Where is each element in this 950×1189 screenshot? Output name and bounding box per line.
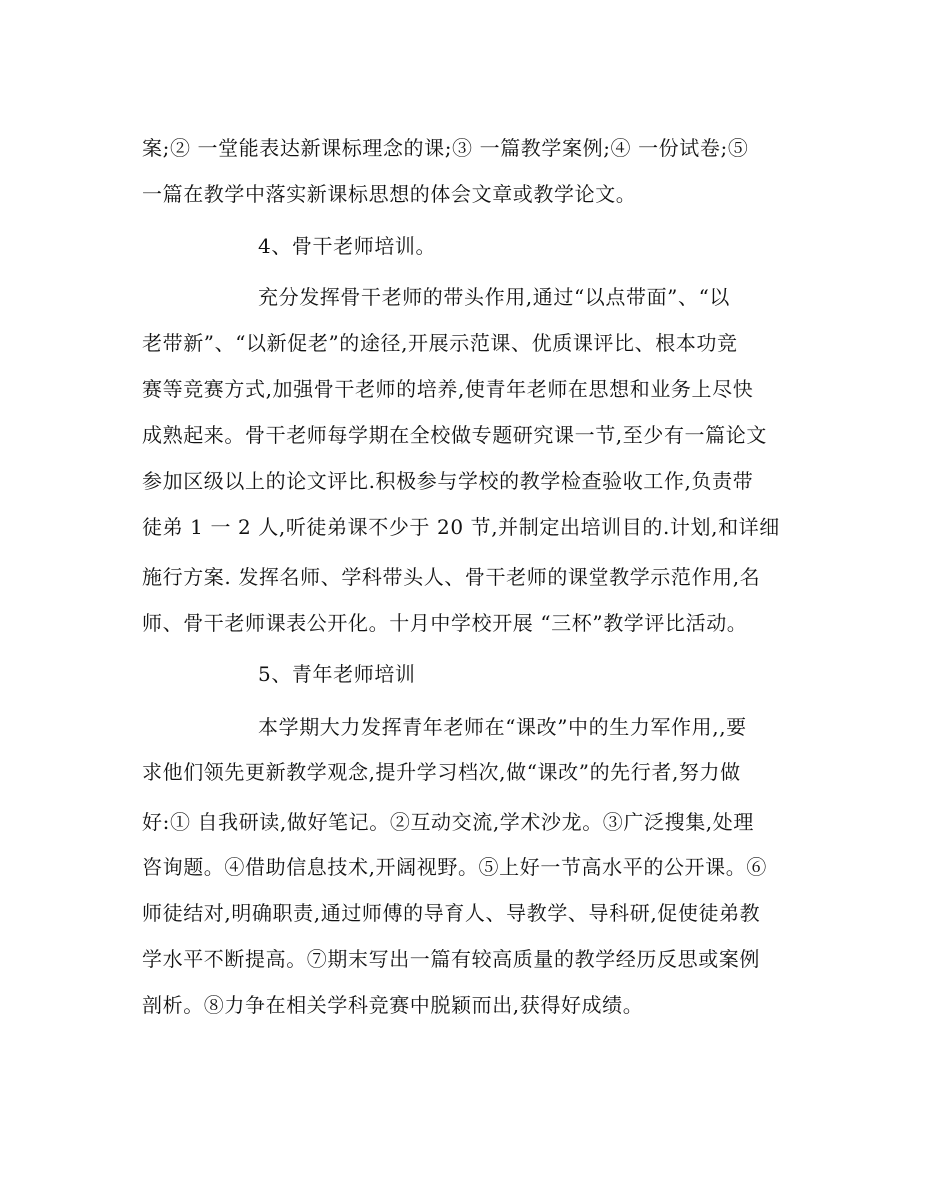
paragraph-line: 成熟起来。骨干老师每学期在全校做专题研究课一节,至少有一篇论文 xyxy=(142,423,767,447)
paragraph-line: 剖析。⑧力争在相关学科竞赛中脱颖而出,获得好成绩。 xyxy=(142,993,644,1017)
paragraph-line: 老带新”、“以新促老”的途径,开展示范课、优质课评比、根本功竞 xyxy=(142,331,738,355)
paragraph-line: 一篇在教学中落实新课标思想的体会文章或教学论文。 xyxy=(142,182,637,206)
paragraph-line: 参加区级以上的论文评比.积极参与学校的教学检查验收工作,负责带 xyxy=(142,469,754,493)
paragraph-line: 好:① 自我研读,做好笔记。②互动交流,学术沙龙。③广泛搜集,处理 xyxy=(142,810,754,834)
paragraph-line: 咨询题。④借助信息技术,开阔视野。⑤上好一节高水平的公开课。⑥ xyxy=(142,855,767,879)
paragraph-line: 赛等竞赛方式,加强骨干老师的培养,使青年老师在思想和业务上尽快 xyxy=(142,377,754,401)
paragraph-line: 本学期大力发挥青年老师在“课改”中的生力军作用,,要 xyxy=(258,715,747,739)
section-heading: 5、青年老师培训 xyxy=(258,662,416,686)
paragraph-line: 充分发挥骨干老师的带头作用,通过“以点带面”、“以 xyxy=(258,285,731,309)
paragraph-line: 学水平不断提高。⑦期末写出一篇有较高质量的教学经历反思或案例 xyxy=(142,947,760,971)
paragraph-line: 徒弟 1 一 2 人,听徒弟课不少于 20 节,并制定出培训目的.计划,和详细 xyxy=(142,515,780,539)
paragraph-line: 案;② 一堂能表达新课标理念的课;③ 一篇教学案例;④ 一份试卷;⑤ xyxy=(142,136,749,160)
paragraph-line: 施行方案. 发挥名师、学科带头人、骨干老师的课堂教学示范作用,名 xyxy=(142,565,761,589)
paragraph-line: 师徒结对,明确职责,通过师傅的导育人、导教学、导科研,促使徒弟教 xyxy=(142,901,761,925)
paragraph-line: 求他们领先更新教学观念,提升学习档次,做“课改”的先行者,努力做 xyxy=(142,760,741,784)
section-heading: 4、骨干老师培训。 xyxy=(258,234,437,258)
paragraph-line: 师、骨干老师课表公开化。十月中学校开展 “三杯”教学评比活动。 xyxy=(142,611,748,635)
